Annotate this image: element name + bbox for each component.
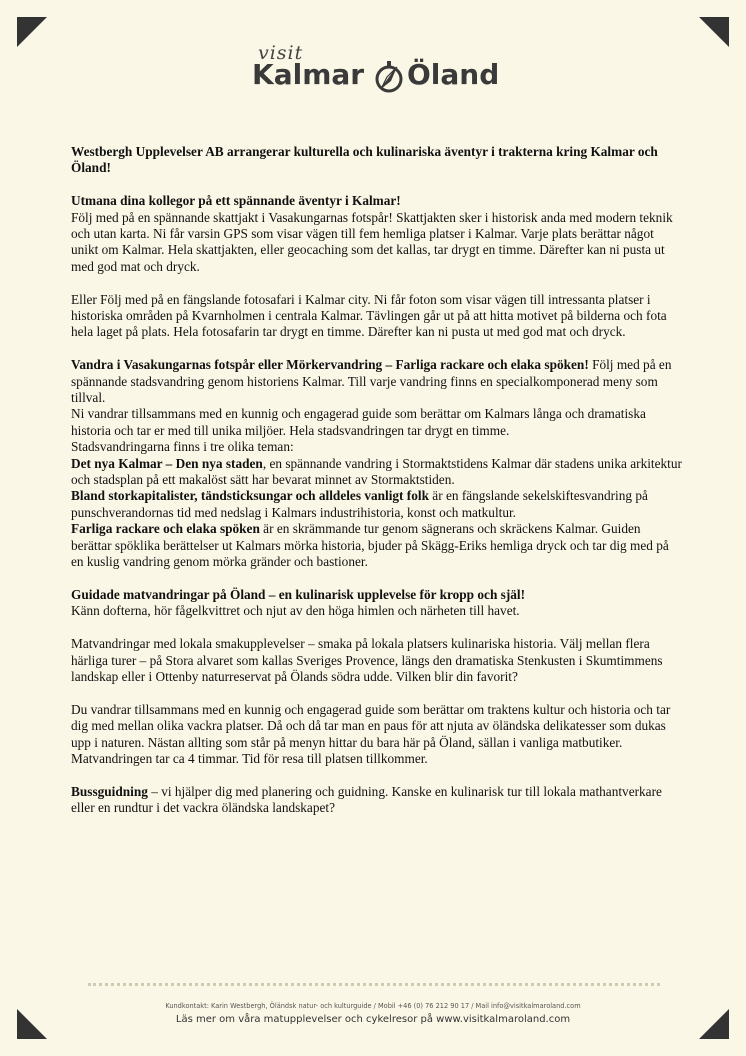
section-text: Du vandrar tillsammans med en kunnig och engagerad guide som berättar om traktens kultur och historia och tar dig med mellan olika vackra platser. Då och då tar man en paus för att njuta av öländska delikatesser som dukas upp i naturen. Nästan allting som står på menyn hittar du bara här på Öland, sällan i vanliga matbutiker. Matvandringen tar ca 4 timmar. Tid för resa till platsen tillkommer. bbox=[71, 701, 671, 766]
intro-paragraph bbox=[71, 144, 683, 177]
theme-title: Farliga rackare och elaka spöken bbox=[71, 521, 260, 537]
theme-title: Det nya Kalmar – Den nya staden bbox=[71, 455, 263, 471]
section-heading: Guidade matvandringar på Öland – en kulinarisk upplevelse för kropp och själ! bbox=[71, 586, 526, 602]
logo-word-oland: Öland bbox=[407, 58, 500, 91]
section-text: Stadsvandringarna finns i tre olika teman: bbox=[71, 439, 294, 455]
section-heading: Bussguidning bbox=[71, 783, 148, 799]
section-bus-guiding bbox=[71, 784, 683, 817]
section-text: Känn dofterna, hör fågelkvittret och njut av den höga himlen och närheten till havet. bbox=[71, 603, 520, 619]
theme-text: är en skrämmande tur genom sägnerans och skräckens Kalmar. Guiden berättar spöklika berättelser ut Kalmars mörka historia, bjuder på Skägg-Eriks hemliga dryck och tar dig med på en kuslig vandring genom mörka gränder och bastioner. bbox=[71, 521, 669, 570]
section-text: Följ med på en spännande skattjakt i Vasakungarnas fotspår! Skattjakten sker i historisk anda med modern teknik och utan karta. Ni får varsin GPS som visar vägen till fem hemliga platser i Kalmar. Varje plats berättar något unikt om Kalmar. Hela skattjakten, eller geocaching som det kallas, tar drygt en timme. Därefter kan ni pusta ut med god mat och dryck. bbox=[71, 209, 673, 274]
document-body bbox=[71, 144, 683, 833]
section-food-walks-details bbox=[71, 636, 683, 685]
logo-script-text: visit bbox=[258, 42, 304, 64]
intro-text: Westbergh Upplevelser AB arrangerar kulturella och kulinariska äventyr i trakterna kring Kalmar och Öland! bbox=[71, 144, 658, 176]
section-text: Matvandringar med lokala smakupplevelser – smaka på lokala platsers kulinariska historia. Välj mellan flera härliga turer – på Stora alvaret som kallas Sveriges Provence, längs den dramatiska Stenkusten i Skumtimmens landskap eller i Ottenby naturreservat på Ölands södra udde. Vilken blir din favorit? bbox=[71, 636, 663, 684]
corner-decoration-top-left bbox=[17, 17, 47, 47]
footer-contact: Kundkontakt: Karin Westbergh, Öländsk natur- och kulturguide / Mobil +46 (0) 76 212 90 17 / Mail info@visitkalmaroland.com bbox=[165, 1002, 581, 1010]
section-text: – vi hjälper dig med planering och guidning. Kanske en kulinarisk tur till lokala mathantverkare eller en rundtur i det vackra öländska landskapet? bbox=[71, 783, 662, 816]
theme-title: Bland storkapitalister, tändsticksungar och alldeles vanligt folk bbox=[71, 488, 429, 504]
section-city-walks bbox=[71, 357, 683, 570]
compass-icon bbox=[372, 60, 406, 94]
section-text: Ni vandrar tillsammans med en kunnig och engagerad guide som berättar om Kalmars långa och dramatiska historia och tar er med till unika miljöer. Hela stadsvandringen tar drygt en timme. bbox=[71, 406, 646, 438]
section-text: Följ med på en spännande stadsvandring genom historiens Kalmar. Till varje vandring finns en specialkomponerad meny som tillval. bbox=[71, 357, 672, 406]
section-heading: Utmana dina kollegor på ett spännande äventyr i Kalmar! bbox=[71, 193, 401, 209]
logo-word-kalmar: Kalmar bbox=[252, 58, 365, 91]
visit-kalmar-oland-logo bbox=[248, 38, 508, 98]
section-food-walks bbox=[71, 587, 683, 620]
section-treasure-hunt bbox=[71, 193, 683, 275]
corner-decoration-top-right bbox=[699, 17, 729, 47]
theme-text: är en fängslande sekelskiftesvandring på punschverandornas tid med nedslag i Kalmars industrihistoria, konst och matkultur. bbox=[71, 488, 648, 520]
section-heading: Vandra i Vasakungarnas fotspår eller Mörkervandring – Farliga rackare och elaka spöken! bbox=[71, 357, 589, 373]
dotted-divider bbox=[88, 983, 660, 986]
section-photo-safari bbox=[71, 292, 683, 341]
section-text: Eller Följ med på en fängslande fotosafari i Kalmar city. Ni får foton som visar vägen till intressanta platser i historiska områden på Kvarnholmen i centrala Kalmar. Tävlingen går ut på att hitta motivet på bilderna och fota hela laget på plats. Hela fotosafarin tar drygt en timme. Därefter kan ni pusta ut med god mat och dryck. bbox=[71, 291, 667, 340]
footer-website: Läs mer om våra matupplevelser och cykelresor på www.visitkalmaroland.com bbox=[175, 1014, 571, 1025]
section-food-walks-guide bbox=[71, 702, 683, 768]
theme-text: , en spännande vandring i Stormaktstidens Kalmar där stadens unika arkitektur och stadsplan på ett makalöst sätt har bevarat minnet av Stormaktstiden. bbox=[71, 455, 682, 488]
